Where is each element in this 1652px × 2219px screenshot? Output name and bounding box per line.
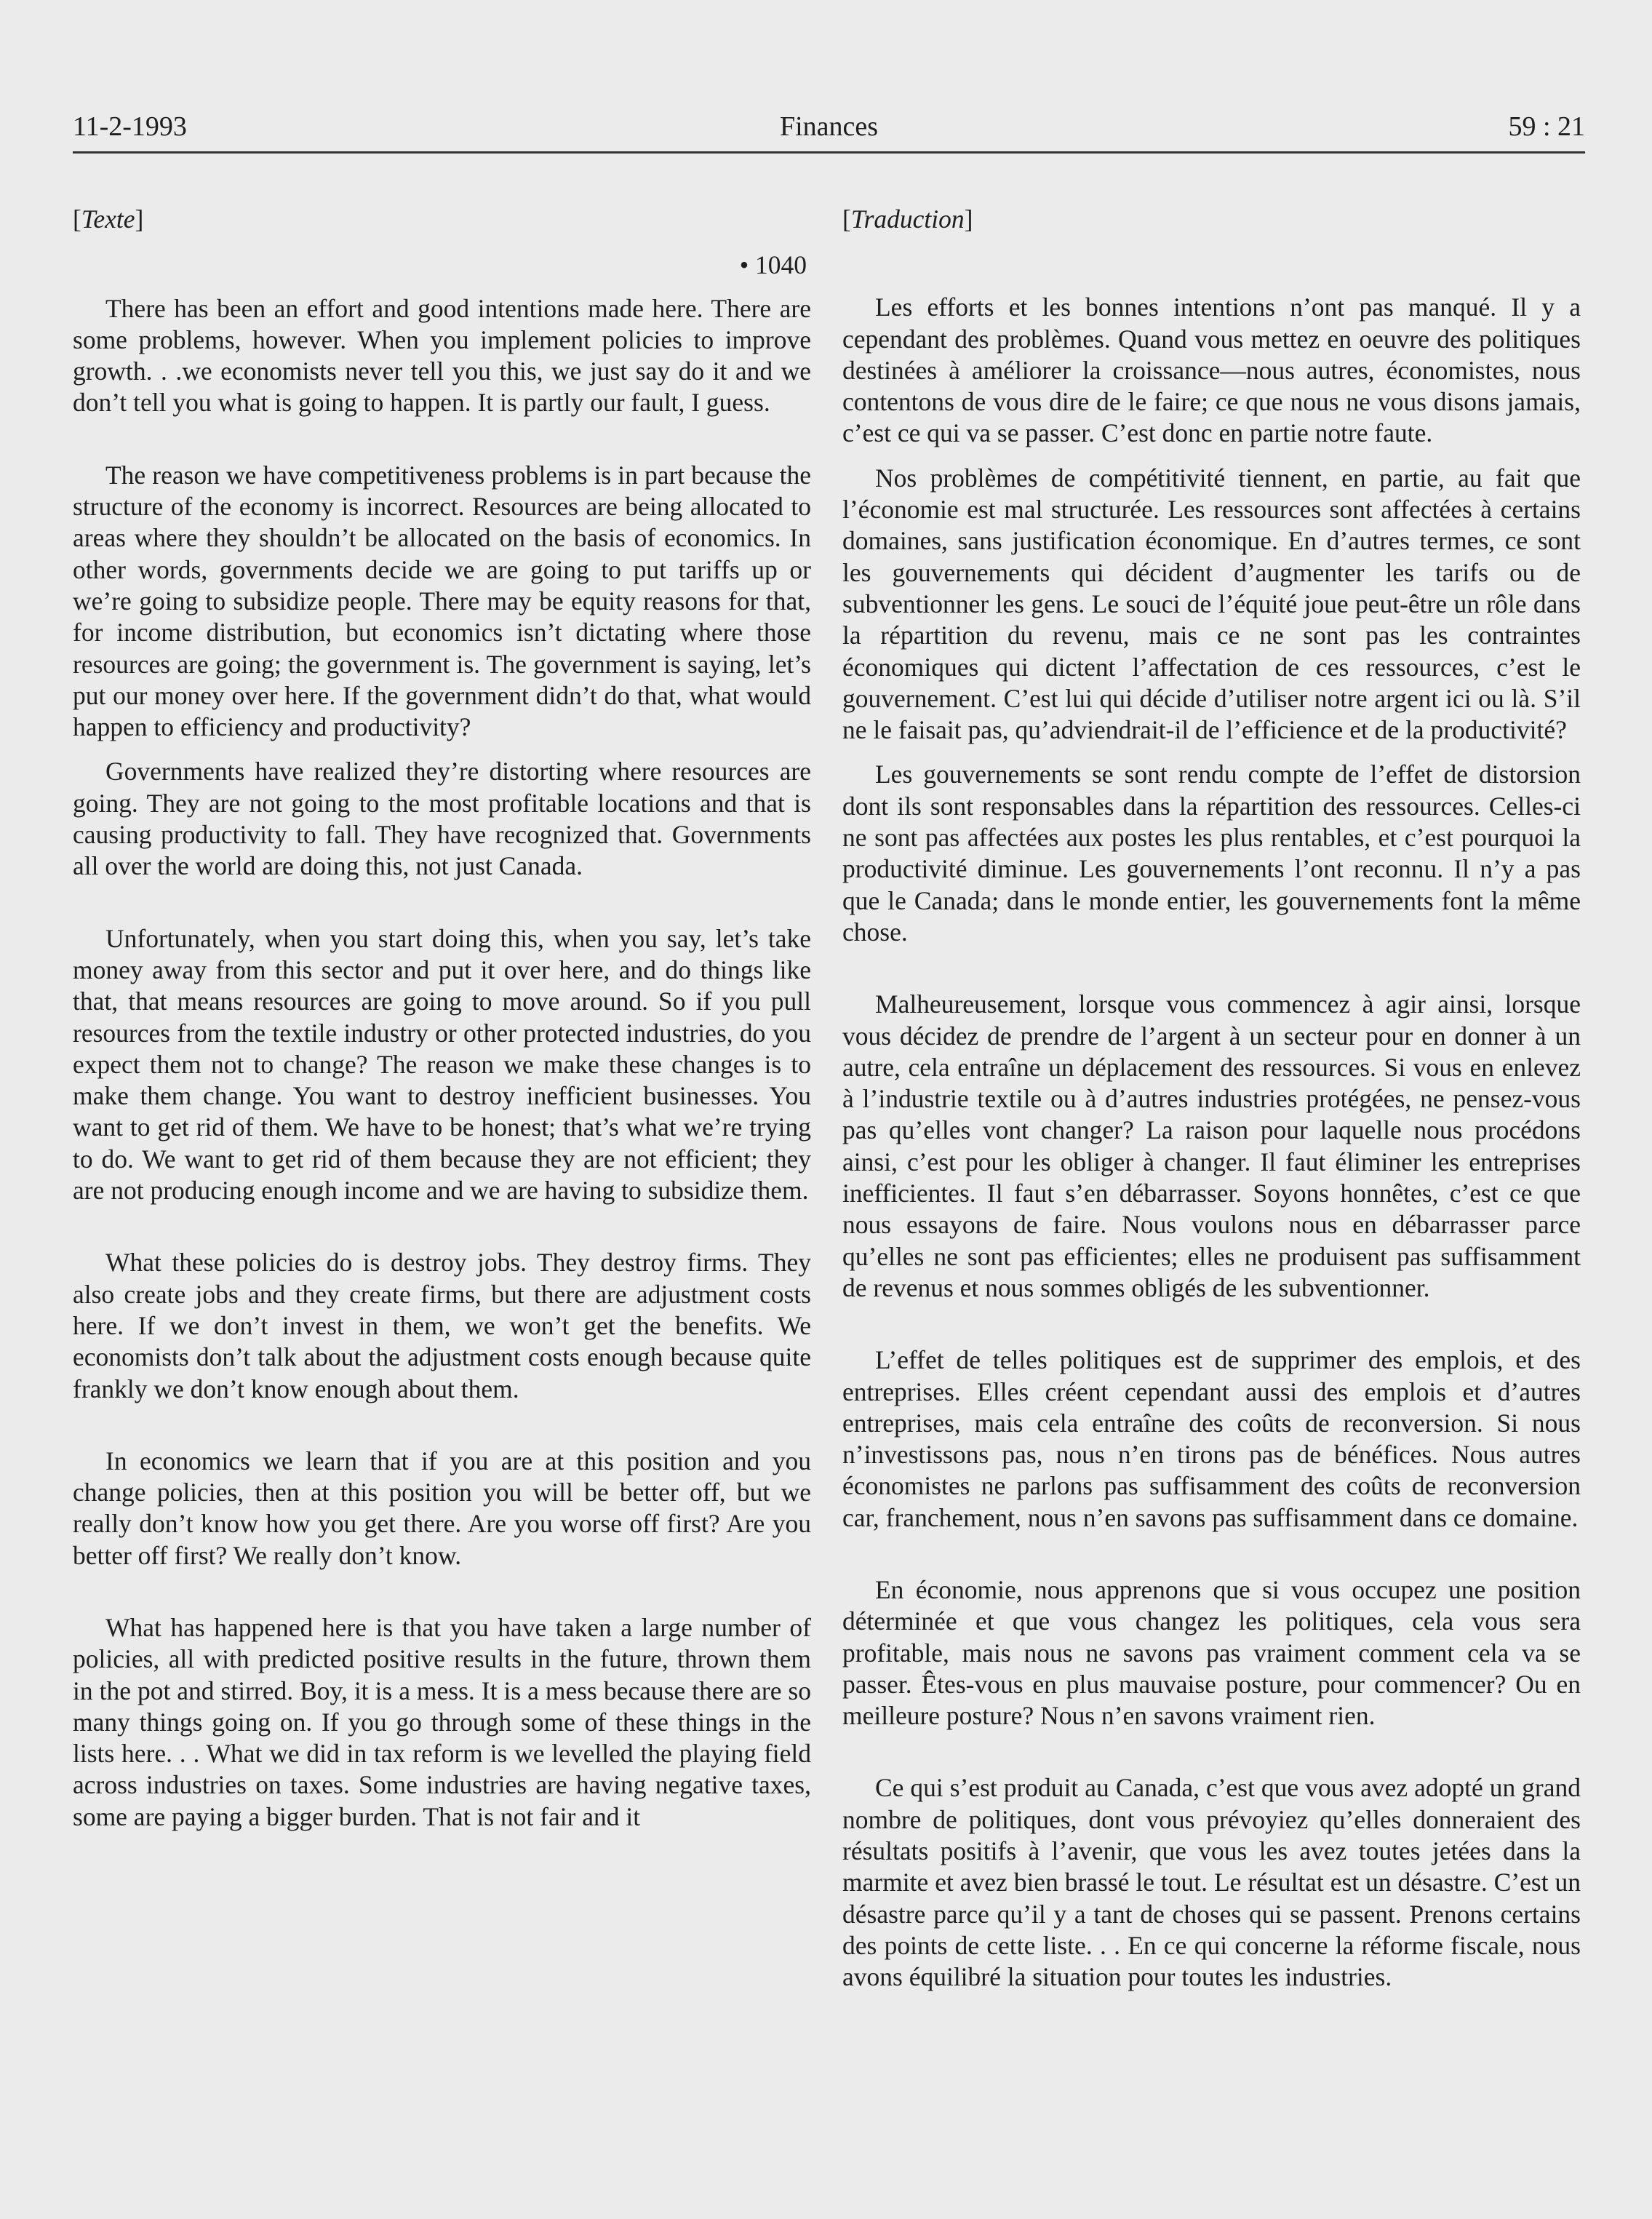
header-page-number: 59 : 21 (1508, 111, 1585, 142)
page-header (73, 111, 1585, 154)
english-column (73, 204, 811, 1833)
paragraph: The reason we have competitiveness problems is in part because the structure of the economy is incorrect. Resources are being allocated to areas where they shouldn’t be allocated on the basis of economics. In other words, governments decide we are going to put tariffs up or we’re going to subsidize people. There may be equity reasons for that, for income distribution, but economics isn’t dictating where those resources are going; the government is. The government is saying, let’s put our money over here. If the government didn’t do that, what would happen to efficiency and productivity? (73, 460, 811, 742)
time-marker: • 1040 (739, 250, 807, 280)
paragraph: What these policies do is destroy jobs. They destroy firms. They also create jobs and they create firms, but there are adjustment costs here. If we don’t invest in them, we won’t get the benefits. We economists don’t talk about the adjustment costs enough because quite frankly we don’t know enough about them. (73, 1248, 811, 1403)
column-tag-label: Texte (81, 204, 135, 234)
paragraph: Ce qui s’est produit au Canada, c’est que vous avez adopté un grand nombre de politiques, dont vous prévoyiez qu’elles donneraient des résultats positifs à l’avenir, que vous les avez toutes jetées dans la marmite et avez bien brassé le tout. Le résultat est un désastre. C’est un désastre parce qu’il y a tant de choses qui se passent. Prenons certains des points de cette liste. . . En ce qui concerne la réforme fiscale, nous avons équilibré la situation pour toutes les industries. (842, 1773, 1581, 1992)
french-column (842, 204, 1581, 1993)
paragraph: Nos problèmes de compétitivité tiennent, en partie, au fait que l’économie est mal structurée. Les ressources sont affectées à certains domaines, sans justification économique. En d’autres termes, ce sont les gouvernements qui décident d’augmenter les tarifs ou de subventionner les gens. Le souci de l’équité joue peut-être un rôle dans la répartition du revenu, mais ce ne sont pas les contraintes économiques qui dictent l’affectation de ces ressources, c’est le gouvernement. C’est lui qui décide d’utiliser notre argent ici ou là. S’il ne le faisait pas, qu’adviendrait-il de l’efficience et de la productivité? (842, 463, 1581, 745)
header-title: Finances (779, 111, 879, 142)
paragraph: There has been an effort and good intentions made here. There are some problems, however. When you implement policies to improve growth. . .we economists never tell you this, we just say do it and we don’t tell you what is going to happen. It is partly our fault, I guess. (73, 293, 811, 418)
paragraph: Unfortunately, when you start doing this, when you say, let’s take money away from this sector and put it over here, and do things like that, that means resources are going to move around. So if you pull resources from the textile industry or other protected industries, do you expect them not to change? The reason we make these changes is to make them change. You want to destroy inefficient businesses. You want to get rid of them. We have to be honest; that’s what we’re trying to do. We want to get rid of them because they are not efficient; they are not producing enough income and we are having to subsidize them. (73, 923, 811, 1206)
paragraph: Les efforts et les bonnes intentions n’ont pas manqué. Il y a cependant des problèmes. Quand vous mettez en oeuvre des politiques destinées à améliorer la croissance—nous autres, économistes, nous contentons de vous dire de le faire; ce que nous ne vous disons jamais, c’est ce qui va se passer. C’est donc en partie notre faute. (842, 292, 1581, 448)
paragraph: Governments have realized they’re distorting where resources are going. They are not going to the most profitable locations and that is causing productivity to fall. They have recognized that. Governments all over the world are doing this, not just Canada. (73, 757, 811, 881)
paragraph: In economics we learn that if you are at this position and you change policies, then at this position you will be better off, but we really don’t know how you get there. Are you worse off first? Are you better off first? We really don’t know. (73, 1446, 811, 1570)
column-spacer (842, 250, 1581, 292)
column-tag: [Traduction] (842, 204, 973, 234)
paragraph: Les gouvernements se sont rendu compte de l’effet de distorsion dont ils sont responsables dans la répartition des ressources. Celles-ci ne sont pas affectées aux postes les plus rentables, et c’est pourquoi la productivité diminue. Les gouvernements l’ont reconnu. Il n’y a pas que le Canada; dans le monde entier, les gouvernements font la même chose. (842, 760, 1581, 947)
paragraph: L’effet de telles politiques est de supprimer des emplois, et des entreprises. Elles créent cependant aussi des emplois et d’autres entreprises, mais cela entraîne des coûts de reconversion. Si nous n’investissons pas, nous n’en tirons pas de bénéfices. Nous autres économistes ne parlons pas suffisamment des coûts de reconversion car, franchement, nous n’en savons pas suffisamment dans ce domaine. (842, 1345, 1581, 1532)
column-tag: [Texte] (73, 204, 144, 234)
header-date: 11-2-1993 (73, 111, 187, 142)
column-tag-label: Traduction (850, 204, 965, 234)
header-rule (73, 151, 1585, 154)
paragraph: Malheureusement, lorsque vous commencez à agir ainsi, lorsque vous décidez de prendre de l’argent à un secteur pour en donner à un autre, cela entraîne un déplacement des ressources. Si vous en enlevez à l’industrie textile ou à d’autres industries protégées, ne pensez-vous pas qu’elles vont changer? La raison pour laquelle nous procédons ainsi, c’est pour les obliger à changer. Il faut éliminer les entreprises inefficientes. Il faut s’en débarrasser. Soyons honnêtes, c’est ce que nous essayons de faire. Nous voulons nous en débarrasser parce qu’elles ne sont pas efficientes; elles ne produisent pas suffisamment de revenus et nous sommes obligés de les subventionner. (842, 989, 1581, 1302)
paragraph: What has happened here is that you have taken a large number of policies, all with predicted positive results in the future, thrown them in the pot and stirred. Boy, it is a mess. It is a mess because there are so many things going on. If you go through some of these things in the lists here. . . What we did in tax reform is we levelled the playing field across industries on taxes. Some industries are having negative taxes, some are paying a bigger burden. That is not fair and it (73, 1612, 811, 1831)
paragraph: En économie, nous apprenons que si vous occupez une position déterminée et que vous changez les politiques, cela vous sera profitable, mais nous ne savons pas vraiment comment cela va se passer. Êtes-vous en plus mauvaise posture, pour commencer? Ou en meilleure posture? Nous n’en savons vraiment rien. (842, 1574, 1581, 1731)
